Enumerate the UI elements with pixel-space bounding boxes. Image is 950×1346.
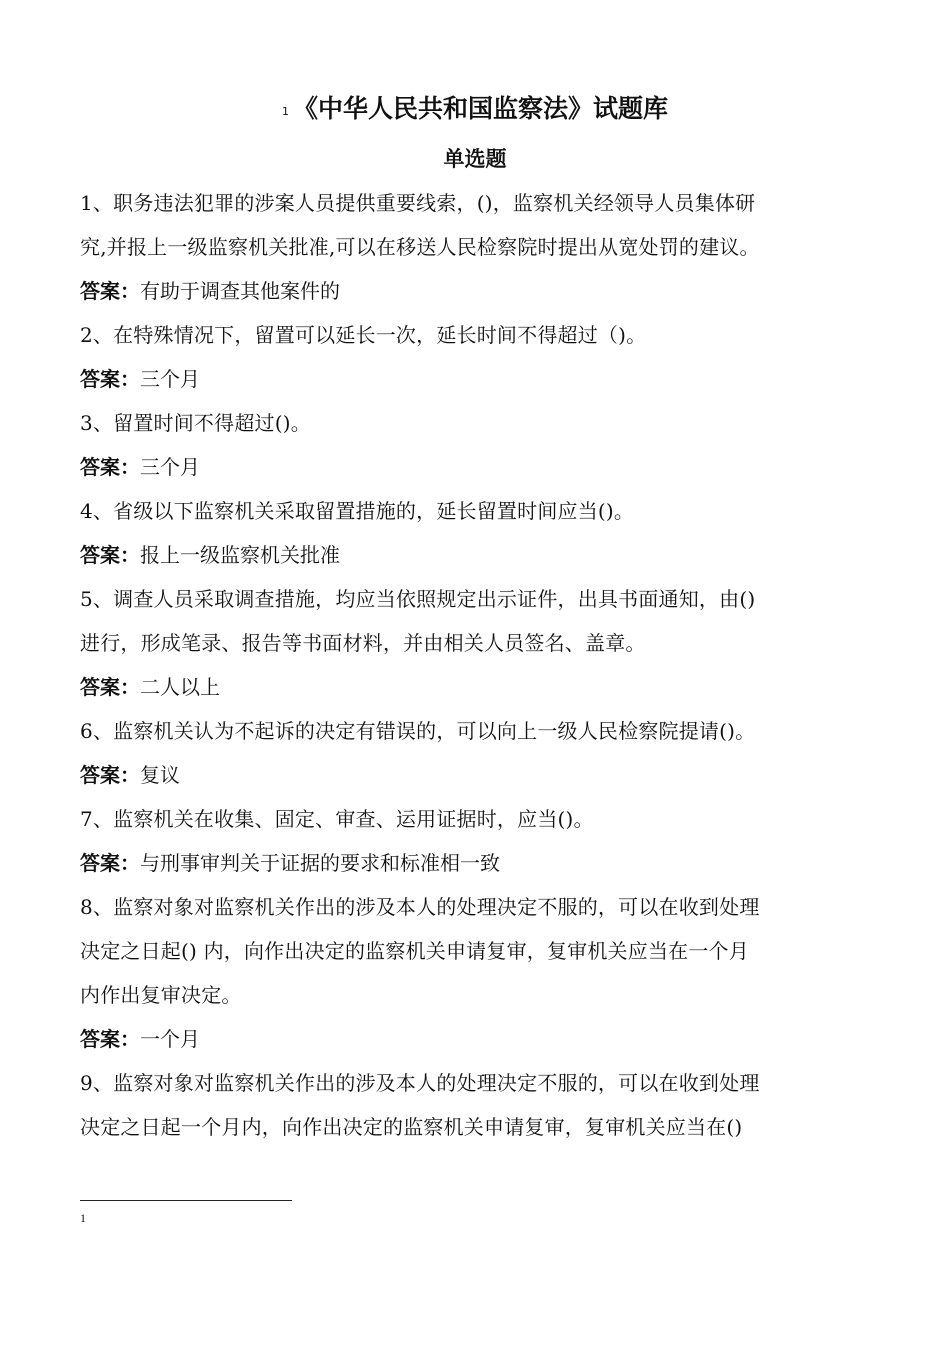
answer-line [80, 445, 880, 489]
answer-text: 三个月 [140, 455, 200, 479]
answer-label: 答案： [80, 279, 140, 303]
answer-label: 答案： [80, 543, 140, 567]
answer-line [80, 533, 880, 577]
answer-text: 一个月 [140, 1027, 200, 1051]
answer-text: 报上一级监察机关批准 [140, 543, 340, 567]
question-line: 6、监察机关认为不起诉的决定有错误的，可以向上一级人民检察院提请()。 [80, 719, 756, 743]
footnote-separator [80, 1200, 292, 1201]
answer-label: 答案： [80, 1027, 140, 1051]
document-title [0, 92, 950, 129]
question-line: 4、省级以下监察机关采取留置措施的，延长留置时间应当()。 [80, 499, 635, 523]
question-line: 5、调查人员采取调查措施，均应当依照规定出示证件，出具书面通知，由() [80, 587, 756, 611]
answer-text: 有助于调查其他案件的 [140, 279, 340, 303]
answer-text: 三个月 [140, 367, 200, 391]
answer-line [80, 1017, 880, 1061]
answer-label: 答案： [80, 763, 140, 787]
question-line: 进行，形成笔录、报告等书面材料，并由相关人员签名、盖章。 [80, 631, 646, 655]
question-line: 7、监察机关在收集、固定、审查、运用证据时，应当()。 [80, 807, 594, 831]
footnote-ref: 1 [281, 105, 289, 118]
question-line: 决定之日起() 内，向作出决定的监察机关申请复审，复审机关应当在一个月 [80, 939, 749, 963]
question-line: 9、监察对象对监察机关作出的涉及本人的处理决定不服的，可以在收到处理 [80, 1071, 760, 1095]
question-line: 内作出复审决定。 [80, 983, 242, 1007]
answer-line [80, 357, 880, 401]
question-line: 究,并报上一级监察机关批准,可以在移送人民检察院时提出从宽处罚的建议。 [80, 235, 760, 259]
question-line: 决定之日起一个月内，向作出决定的监察机关申请复审，复审机关应当在() [80, 1115, 743, 1139]
title-text: 《中华人民共和国监察法》试题库 [292, 94, 668, 123]
question-line: 3、留置时间不得超过()。 [80, 411, 311, 435]
answer-line [80, 753, 880, 797]
answer-label: 答案： [80, 367, 140, 391]
footnote-number: 1 [80, 1211, 86, 1225]
answer-text: 二人以上 [140, 675, 220, 699]
question-list [80, 181, 880, 1149]
question-line: 2、在特殊情况下，留置可以延长一次，延长时间不得超过（)。 [80, 323, 647, 347]
answer-text: 与刑事审判关于证据的要求和标准相一致 [140, 851, 500, 875]
section-heading: 单选题 [443, 147, 507, 171]
answer-line [80, 841, 880, 885]
question-line: 1、职务违法犯罪的涉案人员提供重要线索，()，监察机关经领导人员集体研 [80, 191, 756, 215]
answer-line [80, 269, 880, 313]
question-line: 8、监察对象对监察机关作出的涉及本人的处理决定不服的，可以在收到处理 [80, 895, 760, 919]
answer-label: 答案： [80, 455, 140, 479]
answer-line [80, 665, 880, 709]
answer-label: 答案： [80, 851, 140, 875]
answer-text: 复议 [140, 763, 180, 787]
answer-label: 答案： [80, 675, 140, 699]
